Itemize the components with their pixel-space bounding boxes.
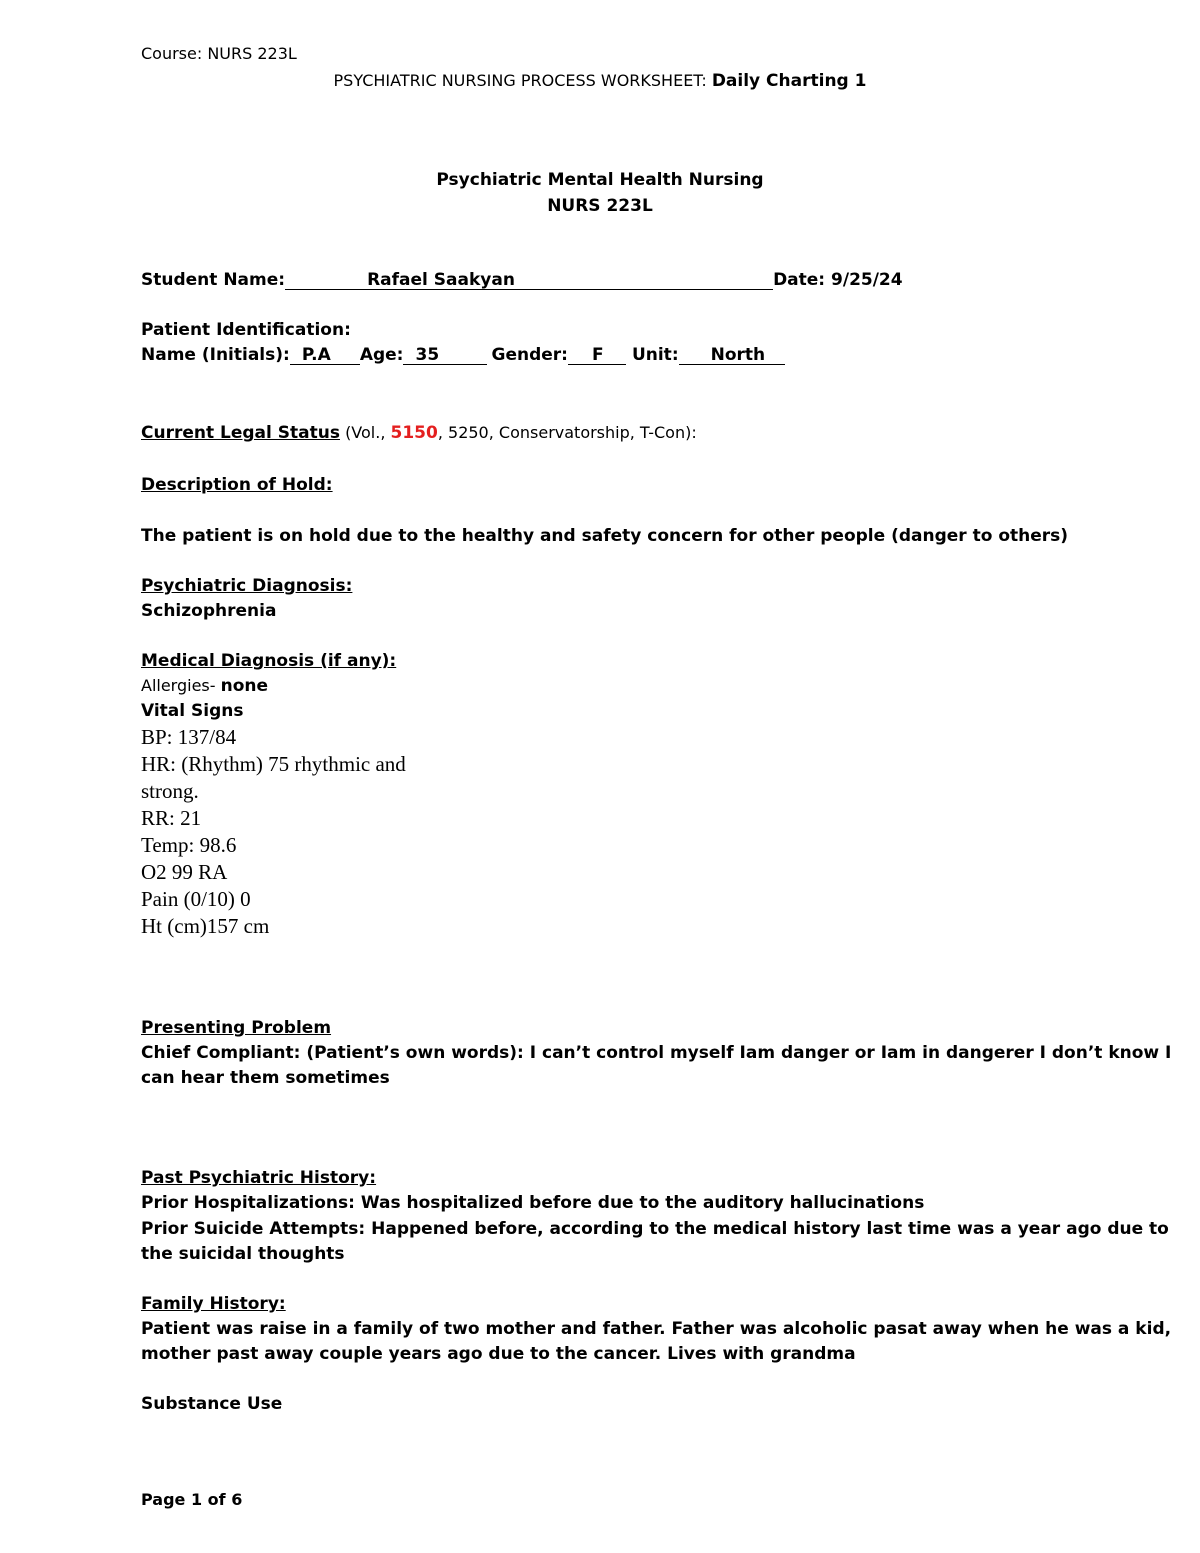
initials-field[interactable]: P.A bbox=[290, 346, 360, 365]
legal-status-heading: Current Legal Status bbox=[141, 423, 340, 443]
vital-pain: Pain (0/10) 0 bbox=[141, 887, 251, 911]
vital-bp: BP: 137/84 bbox=[141, 725, 237, 749]
worksheet-subtitle: Daily Charting 1 bbox=[711, 71, 867, 91]
family-history-line-1: Patient was raise in a family of two mother and father. Father was alcoholic pasat away when he was a kid, bbox=[141, 1319, 1172, 1339]
allergies-label: Allergies- bbox=[141, 676, 216, 695]
date-label: Date: bbox=[773, 270, 826, 290]
student-name-label: Student Name: bbox=[141, 270, 286, 290]
allergies-value: none bbox=[220, 676, 269, 696]
past-psychiatric-history-heading: Past Psychiatric History: bbox=[141, 1168, 377, 1188]
allergies-row bbox=[141, 676, 268, 696]
prior-hospitalizations: Prior Hospitalizations: Was hospitalized before due to the auditory hallucinations bbox=[141, 1193, 925, 1213]
substance-use-heading: Substance Use bbox=[141, 1394, 283, 1414]
initials-label: Name (Initials): bbox=[141, 345, 290, 365]
chief-complaint-line-1: Chief Compliant: (Patient’s own words): I can’t control myself Iam danger or Iam in dangerer I don’t know I bbox=[141, 1043, 1172, 1063]
legal-status-row bbox=[141, 423, 697, 443]
student-row bbox=[141, 270, 903, 290]
worksheet-header bbox=[0, 71, 1200, 91]
vital-height: Ht (cm)157 cm bbox=[141, 914, 270, 938]
age-label: Age: bbox=[359, 345, 404, 365]
prior-suicide-attempts-continued: the suicidal thoughts bbox=[141, 1244, 345, 1264]
hold-heading: Description of Hold: bbox=[141, 475, 333, 495]
date-value[interactable]: 9/25/24 bbox=[831, 270, 903, 290]
worksheet-title: PSYCHIATRIC NURSING PROCESS WORKSHEET: bbox=[333, 71, 707, 90]
presenting-problem-heading: Presenting Problem bbox=[141, 1018, 332, 1038]
course-label: Course: NURS 223L bbox=[141, 44, 297, 63]
student-name-field[interactable]: Rafael Saakyan bbox=[285, 271, 773, 290]
vital-signs-heading: Vital Signs bbox=[141, 701, 244, 721]
vital-signs-list bbox=[141, 724, 406, 940]
legal-status-options: , 5250, Conservatorship, T-Con): bbox=[437, 423, 697, 442]
age-field[interactable]: 35 bbox=[403, 346, 487, 365]
gender-field[interactable]: F bbox=[568, 346, 626, 365]
vital-rr: RR: 21 bbox=[141, 806, 202, 830]
vital-o2: O2 99 RA bbox=[141, 860, 228, 884]
prior-suicide-attempts: Prior Suicide Attempts: Happened before, according to the medical history last time was a year ago due to bbox=[141, 1219, 1169, 1239]
chief-complaint-line-2: can hear them sometimes bbox=[141, 1068, 390, 1088]
unit-label: Unit: bbox=[631, 345, 679, 365]
psychiatric-diagnosis-heading: Psychiatric Diagnosis: bbox=[141, 576, 353, 596]
page-number: Page 1 of 6 bbox=[141, 1490, 243, 1509]
legal-status-selected: 5150 bbox=[390, 423, 438, 443]
patient-identification-heading: Patient Identification: bbox=[141, 320, 351, 340]
unit-field[interactable]: North bbox=[679, 346, 785, 365]
hold-description: The patient is on hold due to the healthy and safety concern for other people (danger to others) bbox=[141, 526, 1069, 546]
vital-temp: Temp: 98.6 bbox=[141, 833, 237, 857]
document-title: Psychiatric Mental Health Nursing bbox=[436, 170, 764, 190]
medical-diagnosis-heading: Medical Diagnosis (if any): bbox=[141, 651, 397, 671]
patient-id-row bbox=[141, 345, 785, 365]
psychiatric-diagnosis-value: Schizophrenia bbox=[141, 601, 277, 621]
vital-hr: HR: (Rhythm) 75 rhythmic and bbox=[141, 752, 406, 776]
course-code: NURS 223L bbox=[547, 196, 653, 216]
vital-hr-continued: strong. bbox=[141, 779, 199, 803]
family-history-line-2: mother past away couple years ago due to the cancer. Lives with grandma bbox=[141, 1344, 856, 1364]
family-history-heading: Family History: bbox=[141, 1294, 286, 1314]
legal-status-open: (Vol., bbox=[345, 423, 386, 442]
gender-label: Gender: bbox=[491, 345, 568, 365]
